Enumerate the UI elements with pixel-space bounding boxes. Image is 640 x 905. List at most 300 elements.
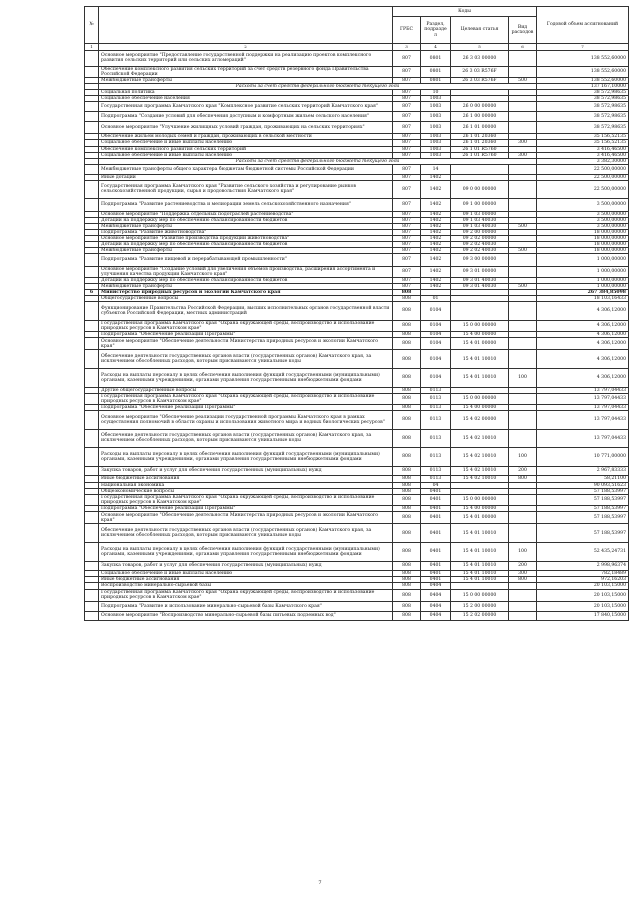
cell-name: Основное мероприятие "Улучшение жилищных условий граждан, проживающих на сельских территориях" (99, 121, 393, 133)
cell-section: 0104 (421, 320, 451, 331)
cell-expense-type (509, 410, 537, 429)
cell-grbs: 807 (393, 96, 421, 102)
cell-name: Подпрограмма "Обеспечение реализации Программы" (99, 404, 393, 410)
cell-grbs: 807 (393, 242, 421, 248)
cell-sum: 4 306,12000 (537, 302, 629, 321)
table-row (85, 611, 629, 621)
cell-target: 26 1 01 R5760 (451, 152, 509, 158)
cell-grbs: 807 (393, 266, 421, 277)
cell-grbs: 808 (393, 494, 421, 505)
cell-target: 15 0 00 00000 (451, 589, 509, 601)
cell-target: 09 1 03 40030 (451, 217, 509, 223)
cell-expense-type: 800 (509, 476, 537, 482)
cell-target: 09 3 00 00000 (451, 254, 509, 266)
table-row (85, 368, 629, 387)
cell-section: 1003 (421, 134, 451, 140)
cell-expense-type: 500 (509, 78, 537, 84)
cell-section: 0404 (421, 601, 451, 611)
cell-section: 0401 (421, 488, 451, 494)
cell-name: Основное мероприятие "Обеспечение реализации государственной программы Камчатского края в рамках осуществления полномочий в области охраны и использования животного мира и водных биологических ресурсов" (99, 410, 393, 429)
cell-grbs: 807 (393, 51, 421, 67)
cell-name: Закупка товаров, работ и услуг для обеспечения государственных (муниципальных) нужд (99, 561, 393, 571)
cell-name: Социальная политика (99, 90, 393, 96)
cell-sum: 22 500,00000 (537, 164, 629, 174)
cell-num (85, 302, 99, 321)
cell-expense-type (509, 524, 537, 543)
cell-sum: 4 306,12000 (537, 368, 629, 387)
cell-sum: 13 797,04433 (537, 404, 629, 410)
cell-num (85, 561, 99, 571)
cell-expense-type: 500 (509, 283, 537, 289)
cell-sum: 18 000,00000 (537, 235, 629, 241)
header-expense-type: Вид расходов (509, 17, 537, 44)
cell-target: 09 2 02 40030 (451, 248, 509, 254)
cell-sum: 3 500,00000 (537, 223, 629, 229)
cell-target: 26 3 03 R576F (451, 66, 509, 77)
cell-section: 0404 (421, 589, 451, 601)
cell-section: 1003 (421, 112, 451, 122)
cell-sum: 38 572,98635 (537, 90, 629, 96)
cell-target: 09 2 00 00000 (451, 229, 509, 235)
cell-sum: 4 306,12000 (537, 338, 629, 350)
cell-sum: 18 000,00000 (537, 242, 629, 248)
cell-target: 26 1 01 20360 (451, 134, 509, 140)
cell-sum: 22 500,00000 (537, 174, 629, 180)
table-row (85, 199, 629, 211)
cell-grbs: 807 (393, 164, 421, 174)
cell-target: 15 4 01 10010 (451, 368, 509, 387)
cell-grbs: 807 (393, 211, 421, 217)
table-row (85, 601, 629, 611)
cell-sum: 138 552,60000 (537, 51, 629, 67)
cell-target: 09 2 02 00000 (451, 235, 509, 241)
cell-expense-type (509, 511, 537, 523)
cell-expense-type (509, 254, 537, 266)
cell-num (85, 589, 99, 601)
cell-name: Расходы на выплаты персоналу в целях обеспечения выполнения функций государственными (муниципальными) органами, казенными учреждениями, органами управления государственными внебюджетными фондами (99, 368, 393, 387)
cell-name: Функционирование Правительства Российской Федерации, высших исполнительных органов государственной власти субъектов Российской Федерации, местных администраций (99, 302, 393, 321)
cell-sum: 10 771,00000 (537, 448, 629, 467)
cell-num (85, 51, 99, 67)
cell-grbs: 808 (393, 350, 421, 369)
cell-grbs: 808 (393, 589, 421, 601)
header-target: Целевая статья (451, 17, 509, 44)
cell-section: 0401 (421, 524, 451, 543)
cell-section: 0104 (421, 302, 451, 321)
cell-section: 0113 (421, 448, 451, 467)
cell-target: 15 4 01 10010 (451, 561, 509, 571)
table-row (85, 164, 629, 174)
cell-grbs: 808 (393, 387, 421, 393)
cell-target: 09 1 03 00000 (451, 211, 509, 217)
cell-num: 6 (85, 289, 99, 295)
cell-name: Обеспечение деятельности государственных органов власти (государственных органов) Камчатского края, за исключением обособленных расходов, которым присваиваются уникальные коды (99, 350, 393, 369)
cell-target: 15 2 02 00000 (451, 611, 509, 621)
cell-target: 15 4 02 10010 (451, 448, 509, 467)
cell-note: Расходы за счет средств федерального бюджета текущего года (99, 158, 537, 164)
cell-name: Основное мероприятие "Воспроизводство минерально-сырьевой базы питьевых подземных вод" (99, 611, 393, 621)
cell-num (85, 511, 99, 523)
cell-section: 0401 (421, 577, 451, 583)
cell-grbs: 808 (393, 561, 421, 571)
cell-name: Иные бюджетные ассигнования (99, 577, 393, 583)
cell-num (85, 112, 99, 122)
cell-name: Подпрограмма "Создание условий для обеспечения доступным и комфортным жильем сельского населения" (99, 112, 393, 122)
cell-grbs: 808 (393, 583, 421, 589)
cell-grbs: 807 (393, 146, 421, 152)
cell-grbs: 808 (393, 331, 421, 337)
cell-grbs: 807 (393, 283, 421, 289)
cell-name: Основное мероприятие "Предоставление государственной поддержки на реализацию проектов комплексного развития сельских территорий или сельских агломераций" (99, 51, 393, 67)
cell-sum: 3 416,46500 (537, 152, 629, 158)
cell-sum: 1 000,00000 (537, 277, 629, 283)
cell-num (85, 66, 99, 77)
cell-name: Подпрограмма "Развитие растениеводства и мелиорации земель сельскохозяйственного назначения" (99, 199, 393, 211)
table-row (85, 494, 629, 505)
cell-sum: 137 167,10000 (537, 84, 629, 90)
cell-expense-type: 100 (509, 368, 537, 387)
cell-section: 1003 (421, 102, 451, 112)
table-row (85, 180, 629, 199)
cell-sum: 3 416,46500 (537, 146, 629, 152)
header-grbs: ГРБС (393, 17, 421, 44)
cell-sum: 13 797,04433 (537, 393, 629, 404)
table-row (85, 350, 629, 369)
cell-num (85, 368, 99, 387)
table-row (85, 338, 629, 350)
cell-grbs: 808 (393, 601, 421, 611)
cell-target: 26 1 00 00000 (451, 112, 509, 122)
cell-sum: 18 000,00000 (537, 229, 629, 235)
cell-sum: 1 000,00000 (537, 283, 629, 289)
cell-grbs: 808 (393, 511, 421, 523)
cell-sum: 4 306,12000 (537, 320, 629, 331)
header-codes-group: Коды (393, 7, 537, 17)
cell-section: 01 (421, 296, 451, 302)
table-row (85, 511, 629, 523)
cell-section: 0113 (421, 387, 451, 393)
cell-expense-type: 800 (509, 577, 537, 583)
table-row (85, 51, 629, 67)
cell-grbs: 808 (393, 448, 421, 467)
cell-grbs: 807 (393, 229, 421, 235)
cell-grbs: 808 (393, 571, 421, 577)
cell-expense-type (509, 589, 537, 601)
table-row (85, 266, 629, 277)
cell-section: 1003 (421, 140, 451, 146)
cell-expense-type: 200 (509, 561, 537, 571)
cell-grbs: 808 (393, 482, 421, 488)
table-row (85, 466, 629, 476)
cell-grbs: 807 (393, 102, 421, 112)
cell-grbs: 808 (393, 338, 421, 350)
cell-target: 15 2 00 00000 (451, 601, 509, 611)
cell-name: Подпрограмма "Обеспечение реализации Программы" (99, 505, 393, 511)
cell-grbs: 808 (393, 577, 421, 583)
cell-target: 15 4 02 00000 (451, 410, 509, 429)
cell-expense-type: 300 (509, 571, 537, 577)
cell-expense-type (509, 66, 537, 77)
cell-section: 04 (421, 482, 451, 488)
cell-target: 15 4 00 00000 (451, 505, 509, 511)
cell-grbs: 807 (393, 134, 421, 140)
cell-name: Государственная программа Камчатского края "Охрана окружающей среды, воспроизводство и использование природных ресурсов в Камчатском крае" (99, 393, 393, 404)
cell-section: 0401 (421, 542, 451, 561)
table-row (85, 561, 629, 571)
cell-target: 09 2 02 40030 (451, 242, 509, 248)
table-row (85, 102, 629, 112)
cell-expense-type: 300 (509, 140, 537, 146)
cell-section: 0801 (421, 78, 451, 84)
cell-expense-type: 100 (509, 448, 537, 467)
cell-expense-type (509, 121, 537, 133)
cell-target: 15 0 00 00000 (451, 494, 509, 505)
budget-table (84, 6, 629, 621)
column-number: 4 (421, 44, 451, 51)
cell-grbs: 807 (393, 254, 421, 266)
cell-section: 0401 (421, 561, 451, 571)
cell-target: 26 1 01 00000 (451, 121, 509, 133)
cell-sum: 18 103,16433 (537, 296, 629, 302)
cell-section: 0404 (421, 583, 451, 589)
cell-target: 15 0 00 00000 (451, 393, 509, 404)
cell-section: 0404 (421, 611, 451, 621)
cell-grbs: 807 (393, 152, 421, 158)
cell-grbs: 808 (393, 505, 421, 511)
cell-section: 0113 (421, 429, 451, 448)
cell-expense-type (509, 320, 537, 331)
cell-section: 0113 (421, 476, 451, 482)
table-row (85, 429, 629, 448)
cell-num (85, 180, 99, 199)
cell-grbs: 807 (393, 78, 421, 84)
cell-section: 1402 (421, 229, 451, 235)
cell-expense-type (509, 429, 537, 448)
cell-sum: 782,18489 (537, 571, 629, 577)
cell-sum: 57 188,53997 (537, 494, 629, 505)
cell-expense-type (509, 494, 537, 505)
cell-name: Подпрограмма "Развитие и использование минерально-сырьевой базы Камчатского края" (99, 601, 393, 611)
cell-sum: 3 500,00000 (537, 211, 629, 217)
cell-grbs: 807 (393, 90, 421, 96)
cell-grbs: 808 (393, 611, 421, 621)
cell-expense-type (509, 601, 537, 611)
cell-grbs: 807 (393, 174, 421, 180)
cell-section: 0401 (421, 511, 451, 523)
cell-target: 15 4 00 00000 (451, 404, 509, 410)
table-row (85, 448, 629, 467)
cell-grbs: 808 (393, 524, 421, 543)
cell-sum: 38 572,98635 (537, 96, 629, 102)
column-number-row (85, 44, 629, 51)
cell-name: Межбюджетные трансферты (99, 283, 393, 289)
cell-target: 09 3 01 40030 (451, 283, 509, 289)
cell-target: 26 1 01 20360 (451, 140, 509, 146)
cell-num (85, 266, 99, 277)
cell-num (85, 448, 99, 467)
cell-sum: 57 188,53997 (537, 488, 629, 494)
cell-section: 0104 (421, 350, 451, 369)
cell-grbs: 808 (393, 302, 421, 321)
column-number: 7 (537, 44, 629, 51)
cell-target: 15 4 01 10010 (451, 571, 509, 577)
cell-sum: 13 797,04433 (537, 387, 629, 393)
cell-sum: 38 572,98635 (537, 112, 629, 122)
cell-num (85, 320, 99, 331)
table-row (85, 254, 629, 266)
cell-expense-type (509, 164, 537, 174)
cell-grbs: 808 (393, 476, 421, 482)
cell-target: 15 4 01 00000 (451, 338, 509, 350)
table-row (85, 112, 629, 122)
cell-section: 1402 (421, 217, 451, 223)
cell-grbs: 807 (393, 121, 421, 133)
cell-expense-type (509, 302, 537, 321)
cell-section: 0104 (421, 338, 451, 350)
cell-target: 09 3 01 40030 (451, 277, 509, 283)
cell-sum: 1 000,00000 (537, 266, 629, 277)
cell-grbs: 808 (393, 368, 421, 387)
cell-expense-type: 200 (509, 466, 537, 476)
cell-sum: 17 840,15000 (537, 611, 629, 621)
cell-name: Дотации на поддержку мер по обеспечению сбалансированности бюджетов (99, 242, 393, 248)
cell-name: Подпрограмма "Развитие животноводства" (99, 229, 393, 235)
table-row (85, 320, 629, 331)
cell-name: Государственная программа Камчатского края "Охрана окружающей среды, воспроизводство и использование природных ресурсов в Камчатском крае" (99, 494, 393, 505)
cell-sum: 4 306,12000 (537, 331, 629, 337)
cell-section: 1003 (421, 96, 451, 102)
cell-name: Социальное обеспечение и иные выплаты населению (99, 571, 393, 577)
cell-grbs: 807 (393, 140, 421, 146)
cell-target: 15 4 01 10010 (451, 524, 509, 543)
cell-note: Расходы за счет средств федерального бюджета текущего года (99, 84, 537, 90)
cell-section: 1402 (421, 174, 451, 180)
column-number: 3 (393, 44, 421, 51)
cell-name: Основное мероприятие "Развитие производства продукции животноводства" (99, 235, 393, 241)
column-number: 2 (99, 44, 393, 51)
cell-num (85, 542, 99, 561)
cell-name: Социальное обеспечение и иные выплаты населению (99, 140, 393, 146)
cell-target: 15 0 00 00000 (451, 320, 509, 331)
cell-grbs: 807 (393, 112, 421, 122)
column-number: 5 (451, 44, 509, 51)
cell-expense-type (509, 338, 537, 350)
cell-target: 15 4 02 10010 (451, 476, 509, 482)
cell-grbs: 808 (393, 320, 421, 331)
cell-target: 09 1 00 00000 (451, 199, 509, 211)
table-row (85, 393, 629, 404)
cell-target: 09 3 01 00000 (451, 266, 509, 277)
cell-target (451, 302, 509, 321)
cell-name: Социальное обеспечение и иные выплаты населению (99, 152, 393, 158)
cell-expense-type: 100 (509, 542, 537, 561)
cell-num (85, 524, 99, 543)
header-name (99, 7, 393, 44)
table-row (85, 589, 629, 601)
cell-sum: 267 384,85098 (537, 289, 629, 295)
cell-name: Подпрограмма "Обеспечение реализации Программы" (99, 331, 393, 337)
header-section: Раздел, подраздел (421, 17, 451, 44)
cell-name: Обеспечение жильем молодых семей и граждан, проживающих в сельской местности (99, 134, 393, 140)
cell-name: Межбюджетные трансферты (99, 78, 393, 84)
cell-section: 1402 (421, 283, 451, 289)
cell-target: 09 0 00 00000 (451, 180, 509, 199)
cell-name: Государственная программа Камчатского края "Охрана окружающей среды, воспроизводство и использование природных ресурсов в Камчатском крае" (99, 320, 393, 331)
table-row (85, 410, 629, 429)
cell-name: Национальная экономика (99, 482, 393, 488)
cell-section: 10 (421, 90, 451, 96)
budget-table-container (84, 6, 628, 621)
cell-name: Основное мероприятие "Обеспечение деятельности Министерства природных ресурсов и экологии Камчатского края" (99, 338, 393, 350)
cell-sum: 1 000,00000 (537, 254, 629, 266)
cell-section: 1402 (421, 199, 451, 211)
cell-target: 15 4 02 10010 (451, 466, 509, 476)
cell-grbs: 807 (393, 248, 421, 254)
cell-num (85, 429, 99, 448)
cell-grbs: 807 (393, 277, 421, 283)
cell-grbs: 808 (393, 404, 421, 410)
table-row (85, 542, 629, 561)
cell-expense-type (509, 611, 537, 621)
column-number: 6 (509, 44, 537, 51)
cell-name: Государственная программа Камчатского края "Развитие сельского хозяйства и регулирование рынков сельскохозяйственной продукции, сырья и продовольствия Камчатского края" (99, 180, 393, 199)
cell-target: 15 4 02 10010 (451, 429, 509, 448)
cell-name: Межбюджетные трансферты (99, 223, 393, 229)
cell-target: 15 4 01 10010 (451, 350, 509, 369)
cell-sum: 20 103,15000 (537, 601, 629, 611)
cell-sum: 138 552,60000 (537, 78, 629, 84)
cell-section: 1402 (421, 277, 451, 283)
cell-section: 0801 (421, 66, 451, 77)
cell-sum: 20 103,15000 (537, 589, 629, 601)
cell-name: Межбюджетные трансферты (99, 248, 393, 254)
cell-section: 1402 (421, 223, 451, 229)
cell-section: 0113 (421, 410, 451, 429)
cell-section: 1402 (421, 254, 451, 266)
table-row (85, 66, 629, 77)
cell-sum: 52 435,24731 (537, 542, 629, 561)
cell-grbs: 808 (393, 466, 421, 476)
cell-num (85, 254, 99, 266)
cell-name: Общеэкономические вопросы (99, 488, 393, 494)
cell-target: 26 1 01 R5760 (451, 146, 509, 152)
cell-num (85, 121, 99, 133)
cell-grbs: 808 (393, 488, 421, 494)
cell-sum: 38 572,98635 (537, 121, 629, 133)
cell-section: 1402 (421, 211, 451, 217)
cell-expense-type: 300 (509, 152, 537, 158)
cell-sum: 90 093,51623 (537, 482, 629, 488)
cell-num (85, 410, 99, 429)
cell-num (85, 466, 99, 476)
cell-target: 15 4 01 10010 (451, 542, 509, 561)
cell-expense-type (509, 393, 537, 404)
cell-sum: 57 188,53997 (537, 524, 629, 543)
cell-grbs: 807 (393, 235, 421, 241)
cell-sum: 35 156,52135 (537, 134, 629, 140)
cell-sum: 2 967,83333 (537, 466, 629, 476)
cell-section: 0104 (421, 368, 451, 387)
cell-name: Основное мероприятие "Создание условий для увеличения объемов производства, расширения ассортимента и улучшения качества продукции Камчатского края" (99, 266, 393, 277)
cell-num (85, 393, 99, 404)
cell-num (85, 611, 99, 621)
cell-section: 14 (421, 164, 451, 174)
cell-sum: 35 156,52135 (537, 140, 629, 146)
cell-sum: 3 500,00000 (537, 199, 629, 211)
page-number: 7 (318, 880, 322, 886)
cell-name: Другие общегосударственные вопросы (99, 387, 393, 393)
cell-name: Государственная программа Камчатского края "Комплексное развитие сельских территорий Камчатского края" (99, 102, 393, 112)
